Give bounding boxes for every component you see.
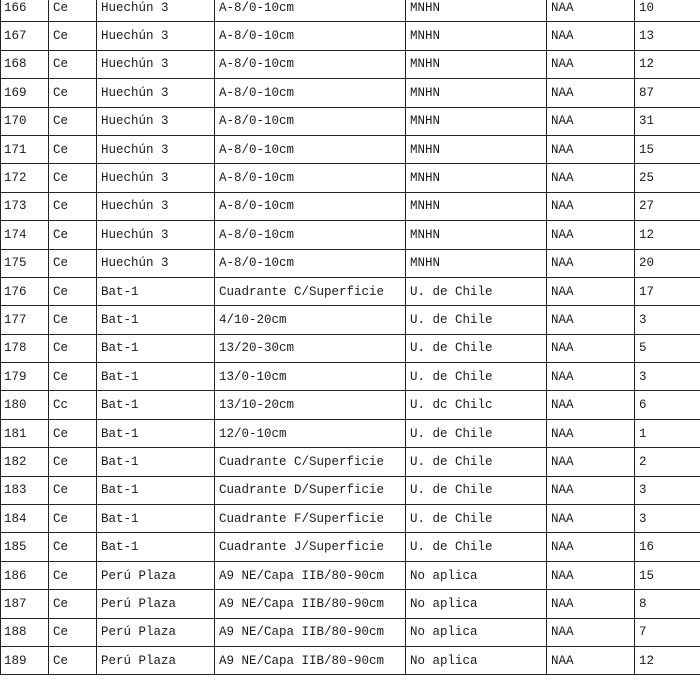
count-cell: 15	[635, 561, 700, 589]
repository-cell: No aplica	[406, 618, 547, 646]
count-cell: 3	[635, 505, 700, 533]
type-cell: Ce	[49, 192, 97, 220]
method-cell: NAA	[547, 646, 635, 674]
table-row	[1, 391, 700, 419]
repository-cell: MNHN	[406, 79, 547, 107]
method-cell: NAA	[547, 50, 635, 78]
method-cell: NAA	[547, 164, 635, 192]
sample-number-cell: 176	[1, 277, 49, 305]
sample-number-cell: 179	[1, 363, 49, 391]
site-cell: Huechún 3	[97, 164, 215, 192]
repository-cell: U. de Chile	[406, 448, 547, 476]
sample-number-cell: 188	[1, 618, 49, 646]
count-cell: 12	[635, 221, 700, 249]
type-cell: Ce	[49, 618, 97, 646]
provenience-cell: Cuadrante C/Superficie	[215, 277, 406, 305]
type-cell: Ce	[49, 277, 97, 305]
type-cell: Cc	[49, 391, 97, 419]
repository-cell: U. dc Chilc	[406, 391, 547, 419]
site-cell: Bat-1	[97, 419, 215, 447]
method-cell: NAA	[547, 618, 635, 646]
table-row	[1, 590, 700, 618]
type-cell: Ce	[49, 79, 97, 107]
repository-cell: MNHN	[406, 107, 547, 135]
repository-cell: MNHN	[406, 22, 547, 50]
method-cell: NAA	[547, 107, 635, 135]
repository-cell: U. de Chile	[406, 306, 547, 334]
type-cell: Ce	[49, 249, 97, 277]
type-cell: Ce	[49, 590, 97, 618]
count-cell: 1	[635, 419, 700, 447]
site-cell: Bat-1	[97, 533, 215, 561]
count-cell: 3	[635, 306, 700, 334]
type-cell: Ce	[49, 0, 97, 22]
count-cell: 15	[635, 135, 700, 163]
type-cell: Ce	[49, 448, 97, 476]
count-cell: 17	[635, 277, 700, 305]
sample-number-cell: 187	[1, 590, 49, 618]
repository-cell: MNHN	[406, 0, 547, 22]
sample-number-cell: 177	[1, 306, 49, 334]
provenience-cell: 13/0-10cm	[215, 363, 406, 391]
count-cell: 20	[635, 249, 700, 277]
method-cell: NAA	[547, 221, 635, 249]
site-cell: Huechún 3	[97, 107, 215, 135]
repository-cell: MNHN	[406, 249, 547, 277]
method-cell: NAA	[547, 249, 635, 277]
method-cell: NAA	[547, 590, 635, 618]
count-cell: 13	[635, 22, 700, 50]
count-cell: 8	[635, 590, 700, 618]
method-cell: NAA	[547, 79, 635, 107]
sample-number-cell: 189	[1, 646, 49, 674]
method-cell: NAA	[547, 192, 635, 220]
sample-number-cell: 186	[1, 561, 49, 589]
site-cell: Perú Plaza	[97, 646, 215, 674]
repository-cell: MNHN	[406, 164, 547, 192]
table-row	[1, 221, 700, 249]
provenience-cell: A9 NE/Capa IIB/80-90cm	[215, 590, 406, 618]
type-cell: Ce	[49, 476, 97, 504]
provenience-cell: A-8/0-10cm	[215, 0, 406, 22]
repository-cell: U. de Chile	[406, 476, 547, 504]
repository-cell: U. de Chile	[406, 533, 547, 561]
table-row	[1, 618, 700, 646]
count-cell: 5	[635, 334, 700, 362]
table-body	[1, 0, 700, 675]
site-cell: Bat-1	[97, 448, 215, 476]
site-cell: Huechún 3	[97, 192, 215, 220]
site-cell: Perú Plaza	[97, 590, 215, 618]
provenience-cell: A-8/0-10cm	[215, 164, 406, 192]
repository-cell: MNHN	[406, 50, 547, 78]
sample-number-cell: 185	[1, 533, 49, 561]
method-cell: NAA	[547, 22, 635, 50]
count-cell: 87	[635, 79, 700, 107]
count-cell: 2	[635, 448, 700, 476]
count-cell: 12	[635, 646, 700, 674]
table-row	[1, 334, 700, 362]
table-row	[1, 79, 700, 107]
site-cell: Bat-1	[97, 334, 215, 362]
table-row	[1, 419, 700, 447]
site-cell: Bat-1	[97, 306, 215, 334]
sample-number-cell: 178	[1, 334, 49, 362]
method-cell: NAA	[547, 306, 635, 334]
sample-number-cell: 182	[1, 448, 49, 476]
count-cell: 12	[635, 50, 700, 78]
provenience-cell: Cuadrante C/Superficie	[215, 448, 406, 476]
sample-number-cell: 174	[1, 221, 49, 249]
table-row	[1, 277, 700, 305]
table-row	[1, 448, 700, 476]
method-cell: NAA	[547, 419, 635, 447]
provenience-cell: A-8/0-10cm	[215, 192, 406, 220]
type-cell: Ce	[49, 50, 97, 78]
provenience-cell: 13/10-20cm	[215, 391, 406, 419]
sample-number-cell: 173	[1, 192, 49, 220]
provenience-cell: A-8/0-10cm	[215, 135, 406, 163]
provenience-cell: A-8/0-10cm	[215, 50, 406, 78]
sample-number-cell: 181	[1, 419, 49, 447]
type-cell: Ce	[49, 22, 97, 50]
sample-number-cell: 183	[1, 476, 49, 504]
method-cell: NAA	[547, 334, 635, 362]
count-cell: 27	[635, 192, 700, 220]
table-row	[1, 135, 700, 163]
repository-cell: U. de Chile	[406, 363, 547, 391]
table-row	[1, 50, 700, 78]
site-cell: Huechún 3	[97, 22, 215, 50]
table-row	[1, 107, 700, 135]
repository-cell: MNHN	[406, 135, 547, 163]
site-cell: Perú Plaza	[97, 561, 215, 589]
site-cell: Huechún 3	[97, 135, 215, 163]
method-cell: NAA	[547, 533, 635, 561]
table-row	[1, 0, 700, 22]
table-row	[1, 164, 700, 192]
site-cell: Bat-1	[97, 391, 215, 419]
type-cell: Ce	[49, 306, 97, 334]
sample-number-cell: 168	[1, 50, 49, 78]
provenience-cell: 12/0-10cm	[215, 419, 406, 447]
provenience-cell: A-8/0-10cm	[215, 107, 406, 135]
table-row	[1, 646, 700, 674]
type-cell: Ce	[49, 505, 97, 533]
count-cell: 16	[635, 533, 700, 561]
method-cell: NAA	[547, 505, 635, 533]
type-cell: Ce	[49, 646, 97, 674]
provenience-cell: Cuadrante D/Superficie	[215, 476, 406, 504]
sample-number-cell: 167	[1, 22, 49, 50]
type-cell: Ce	[49, 334, 97, 362]
repository-cell: U. de Chile	[406, 277, 547, 305]
site-cell: Bat-1	[97, 363, 215, 391]
site-cell: Bat-1	[97, 505, 215, 533]
type-cell: Ce	[49, 164, 97, 192]
count-cell: 10	[635, 0, 700, 22]
sample-number-cell: 175	[1, 249, 49, 277]
method-cell: NAA	[547, 476, 635, 504]
provenience-cell: A9 NE/Capa IIB/80-90cm	[215, 618, 406, 646]
table-row	[1, 363, 700, 391]
repository-cell: No aplica	[406, 646, 547, 674]
sample-number-cell: 170	[1, 107, 49, 135]
method-cell: NAA	[547, 561, 635, 589]
repository-cell: MNHN	[406, 192, 547, 220]
count-cell: 3	[635, 476, 700, 504]
repository-cell: U. de Chile	[406, 505, 547, 533]
table-row	[1, 306, 700, 334]
site-cell: Bat-1	[97, 277, 215, 305]
repository-cell: No aplica	[406, 561, 547, 589]
provenience-cell: A-8/0-10cm	[215, 79, 406, 107]
provenience-cell: A9 NE/Capa IIB/80-90cm	[215, 646, 406, 674]
count-cell: 31	[635, 107, 700, 135]
repository-cell: U. de Chile	[406, 334, 547, 362]
method-cell: NAA	[547, 363, 635, 391]
site-cell: Huechún 3	[97, 249, 215, 277]
count-cell: 6	[635, 391, 700, 419]
provenience-cell: 13/20-30cm	[215, 334, 406, 362]
sample-number-cell: 169	[1, 79, 49, 107]
method-cell: NAA	[547, 0, 635, 22]
site-cell: Huechún 3	[97, 0, 215, 22]
repository-cell: U. de Chile	[406, 419, 547, 447]
site-cell: Huechún 3	[97, 79, 215, 107]
method-cell: NAA	[547, 391, 635, 419]
provenience-cell: 4/10-20cm	[215, 306, 406, 334]
repository-cell: No aplica	[406, 590, 547, 618]
provenience-cell: Cuadrante F/Superficie	[215, 505, 406, 533]
table-row	[1, 561, 700, 589]
table-row	[1, 249, 700, 277]
method-cell: NAA	[547, 135, 635, 163]
table-row	[1, 192, 700, 220]
provenience-cell: A-8/0-10cm	[215, 221, 406, 249]
method-cell: NAA	[547, 277, 635, 305]
type-cell: Ce	[49, 221, 97, 249]
table-row	[1, 22, 700, 50]
provenience-cell: Cuadrante J/Superficie	[215, 533, 406, 561]
provenience-cell: A-8/0-10cm	[215, 249, 406, 277]
table-row	[1, 505, 700, 533]
count-cell: 7	[635, 618, 700, 646]
method-cell: NAA	[547, 448, 635, 476]
sample-number-cell: 184	[1, 505, 49, 533]
sample-number-cell: 172	[1, 164, 49, 192]
count-cell: 25	[635, 164, 700, 192]
table-row	[1, 533, 700, 561]
sample-number-cell: 180	[1, 391, 49, 419]
site-cell: Perú Plaza	[97, 618, 215, 646]
site-cell: Bat-1	[97, 476, 215, 504]
type-cell: Ce	[49, 363, 97, 391]
provenience-cell: A-8/0-10cm	[215, 22, 406, 50]
table-row	[1, 476, 700, 504]
sample-number-cell: 171	[1, 135, 49, 163]
provenience-cell: A9 NE/Capa IIB/80-90cm	[215, 561, 406, 589]
repository-cell: MNHN	[406, 221, 547, 249]
count-cell: 3	[635, 363, 700, 391]
site-cell: Huechún 3	[97, 221, 215, 249]
type-cell: Ce	[49, 107, 97, 135]
sample-number-cell: 166	[1, 0, 49, 22]
type-cell: Ce	[49, 419, 97, 447]
type-cell: Ce	[49, 135, 97, 163]
type-cell: Ce	[49, 533, 97, 561]
type-cell: Ce	[49, 561, 97, 589]
site-cell: Huechún 3	[97, 50, 215, 78]
